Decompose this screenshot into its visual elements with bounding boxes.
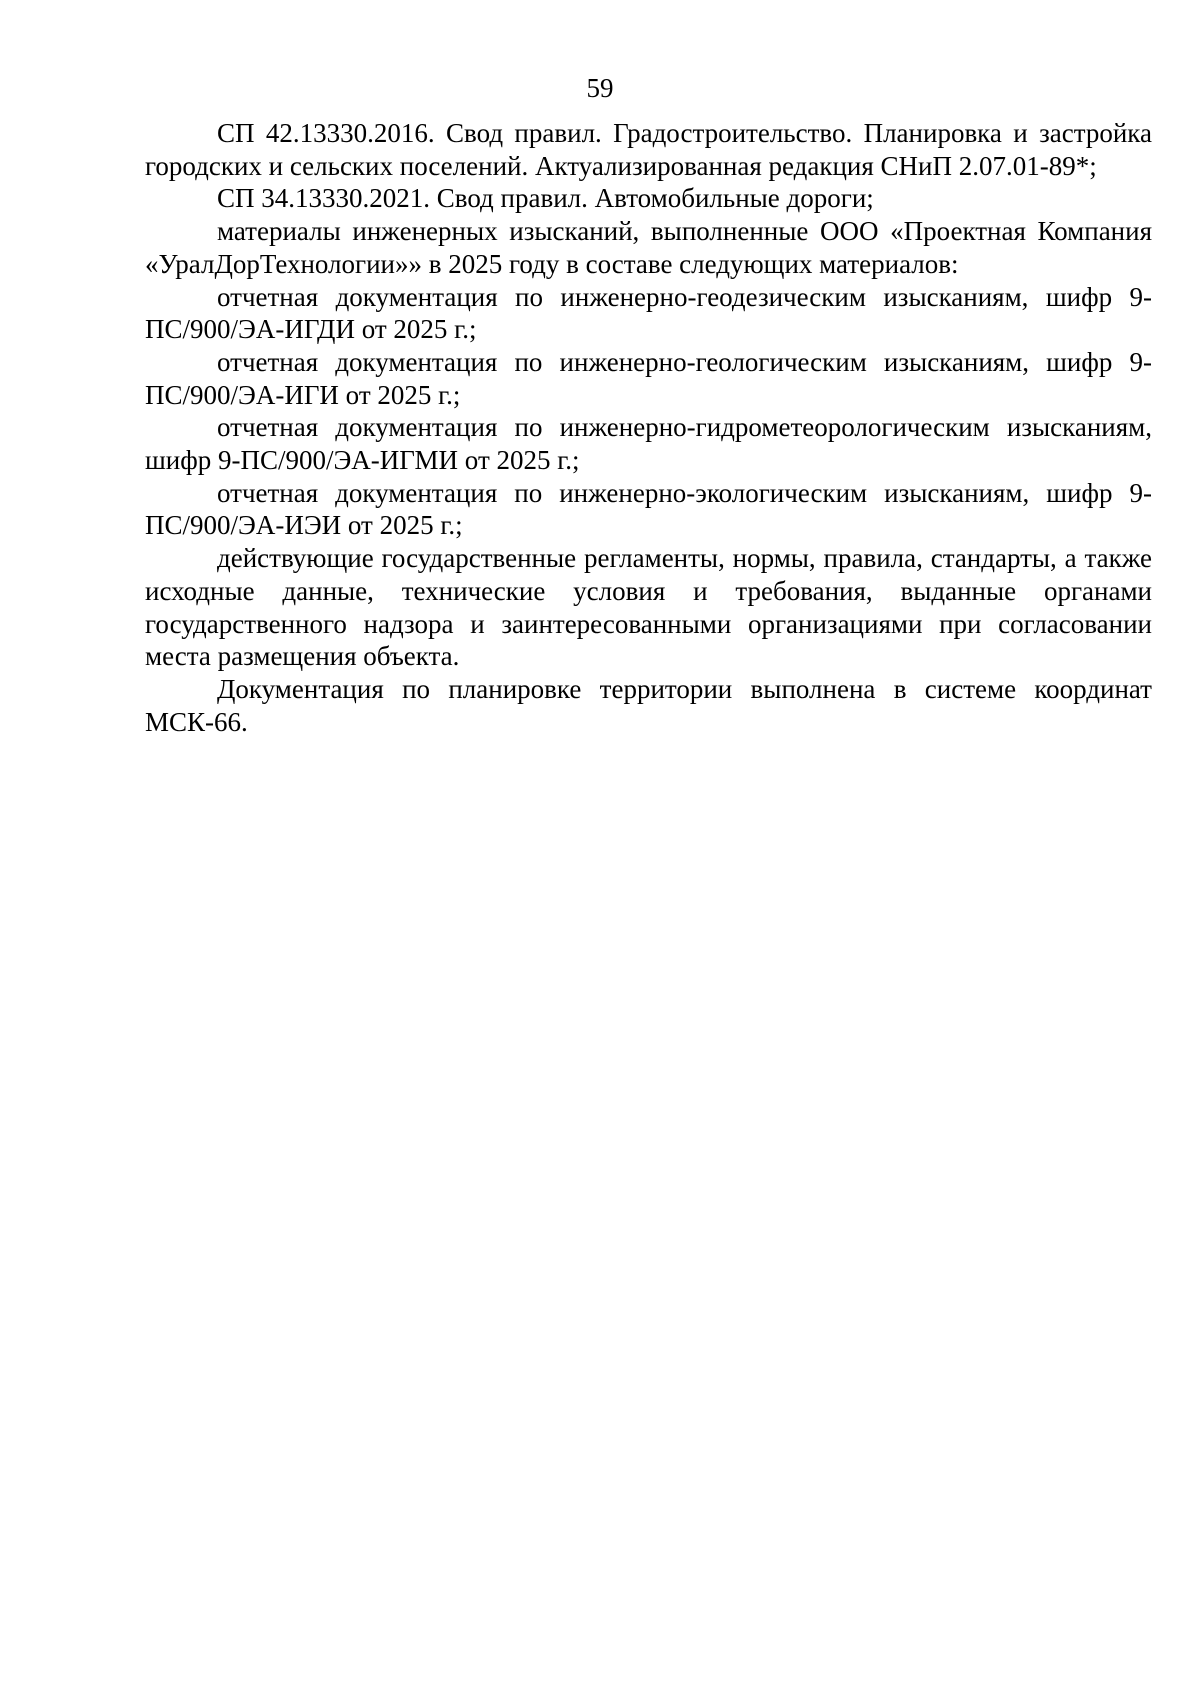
- document-body: [145, 117, 1152, 738]
- paragraph-survey-materials: материалы инженерных изысканий, выполненные ООО «Проектная Компания «УралДорТехнологии»» в 2025 году в составе следующих материалов:: [145, 216, 1152, 279]
- paragraph-sp-34: СП 34.13330.2021. Свод правил. Автомобильные дороги;: [217, 183, 874, 214]
- paragraph-ecological-report: отчетная документация по инженерно-экологическим изысканиям, шифр 9-ПС/900/ЭА-ИЭИ от 2025 г.;: [145, 477, 1152, 541]
- page-number: 59: [586, 73, 614, 103]
- paragraph-regulations: действующие государственные регламенты, нормы, правила, стандарты, а также исходные данные, технические условия и требования, выданные органами государственного надзора и заинтересованными организациями при согласовании места размещения объекта.: [145, 543, 1152, 672]
- paragraph-geological-report: отчетная документация по инженерно-геологическим изысканиям, шифр 9-ПС/900/ЭА-ИГИ от 2025 г.;: [145, 346, 1152, 410]
- paragraph-coordinate-system: Документация по планировке территории выполнена в системе координат МСК-66.: [145, 673, 1152, 737]
- paragraph-sp-42: СП 42.13330.2016. Свод правил. Градостроительство. Планировка и застройка городских и сельских поселений. Актуализированная редакция СНиП 2.07.01-89*;: [145, 118, 1152, 181]
- paragraph-hydrometeorological-report: отчетная документация по инженерно-гидрометеорологическим изысканиям, шифр 9-ПС/900/ЭА-ИГМИ от 2025 г.;: [145, 412, 1152, 476]
- paragraph-geodetic-report: отчетная документация по инженерно-геодезическим изысканиям, шифр 9-ПС/900/ЭА-ИГДИ от 2025 г.;: [145, 281, 1152, 345]
